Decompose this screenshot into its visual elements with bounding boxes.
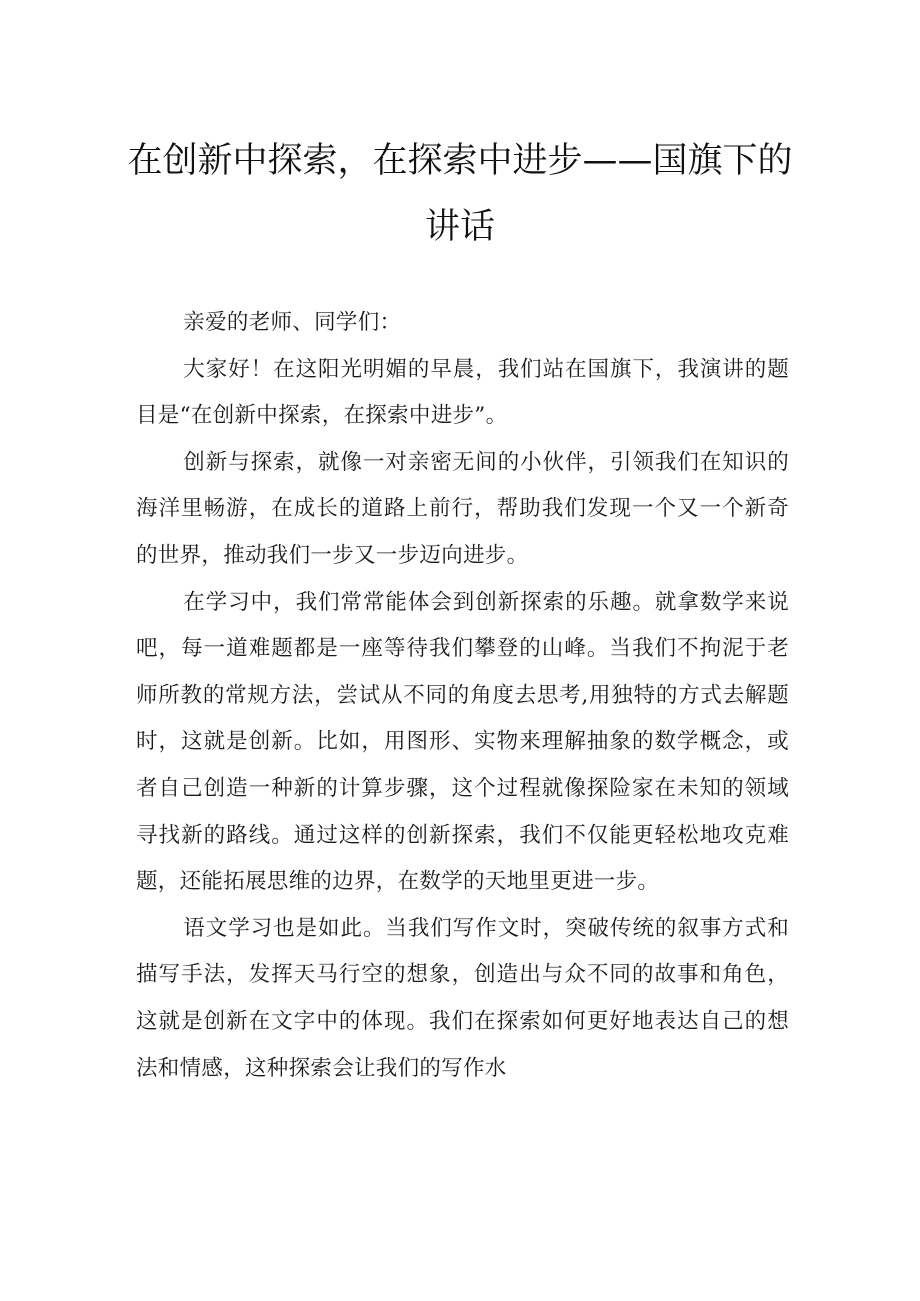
body-paragraph: 在学习中，我们常常能体会到创新探索的乐趣。就拿数学来说吧，每一道难题都是一座等待我们攀登的山峰。当我们不拘泥于老师所教的常规方法，尝试从不同的角度去思考,用独特的方式去解题时，这就是创新。比如，用图形、实物来理解抽象的数学概念，或者自己创造一种新的计算步骤，这个过程就像探险家在未知的领域寻找新的路线。通过这样的创新探索，我们不仅能更轻松地攻克难题，还能拓展思维的边界，在数学的天地里更进一步。 xyxy=(136,589,789,895)
body-paragraph: 创新与探索，就像一对亲密无间的小伙伴，引领我们在知识的海洋里畅游，在成长的道路上前行，帮助我们发现一个又一个新奇的世界，推动我们一步又一步迈向进步。 xyxy=(136,449,789,568)
document-body xyxy=(136,300,789,1092)
body-paragraph: 语文学习也是如此。当我们写作文时，突破传统的叙事方式和描写手法，发挥天马行空的想象，创造出与众不同的故事和角色，这就是创新在文字中的体现。我们在探索如何更好地表达自己的想法和情感，这种探索会让我们的写作水 xyxy=(136,915,789,1081)
document-title: 在创新中探索，在探索中进步——国旗下的讲话 xyxy=(127,141,793,247)
body-paragraph: 大家好！在这阳光明媚的早晨，我们站在国旗下，我演讲的题目是“在创新中探索，在探索中进步”。 xyxy=(136,356,789,429)
greeting-paragraph: 亲爱的老师、同学们： xyxy=(183,310,402,335)
